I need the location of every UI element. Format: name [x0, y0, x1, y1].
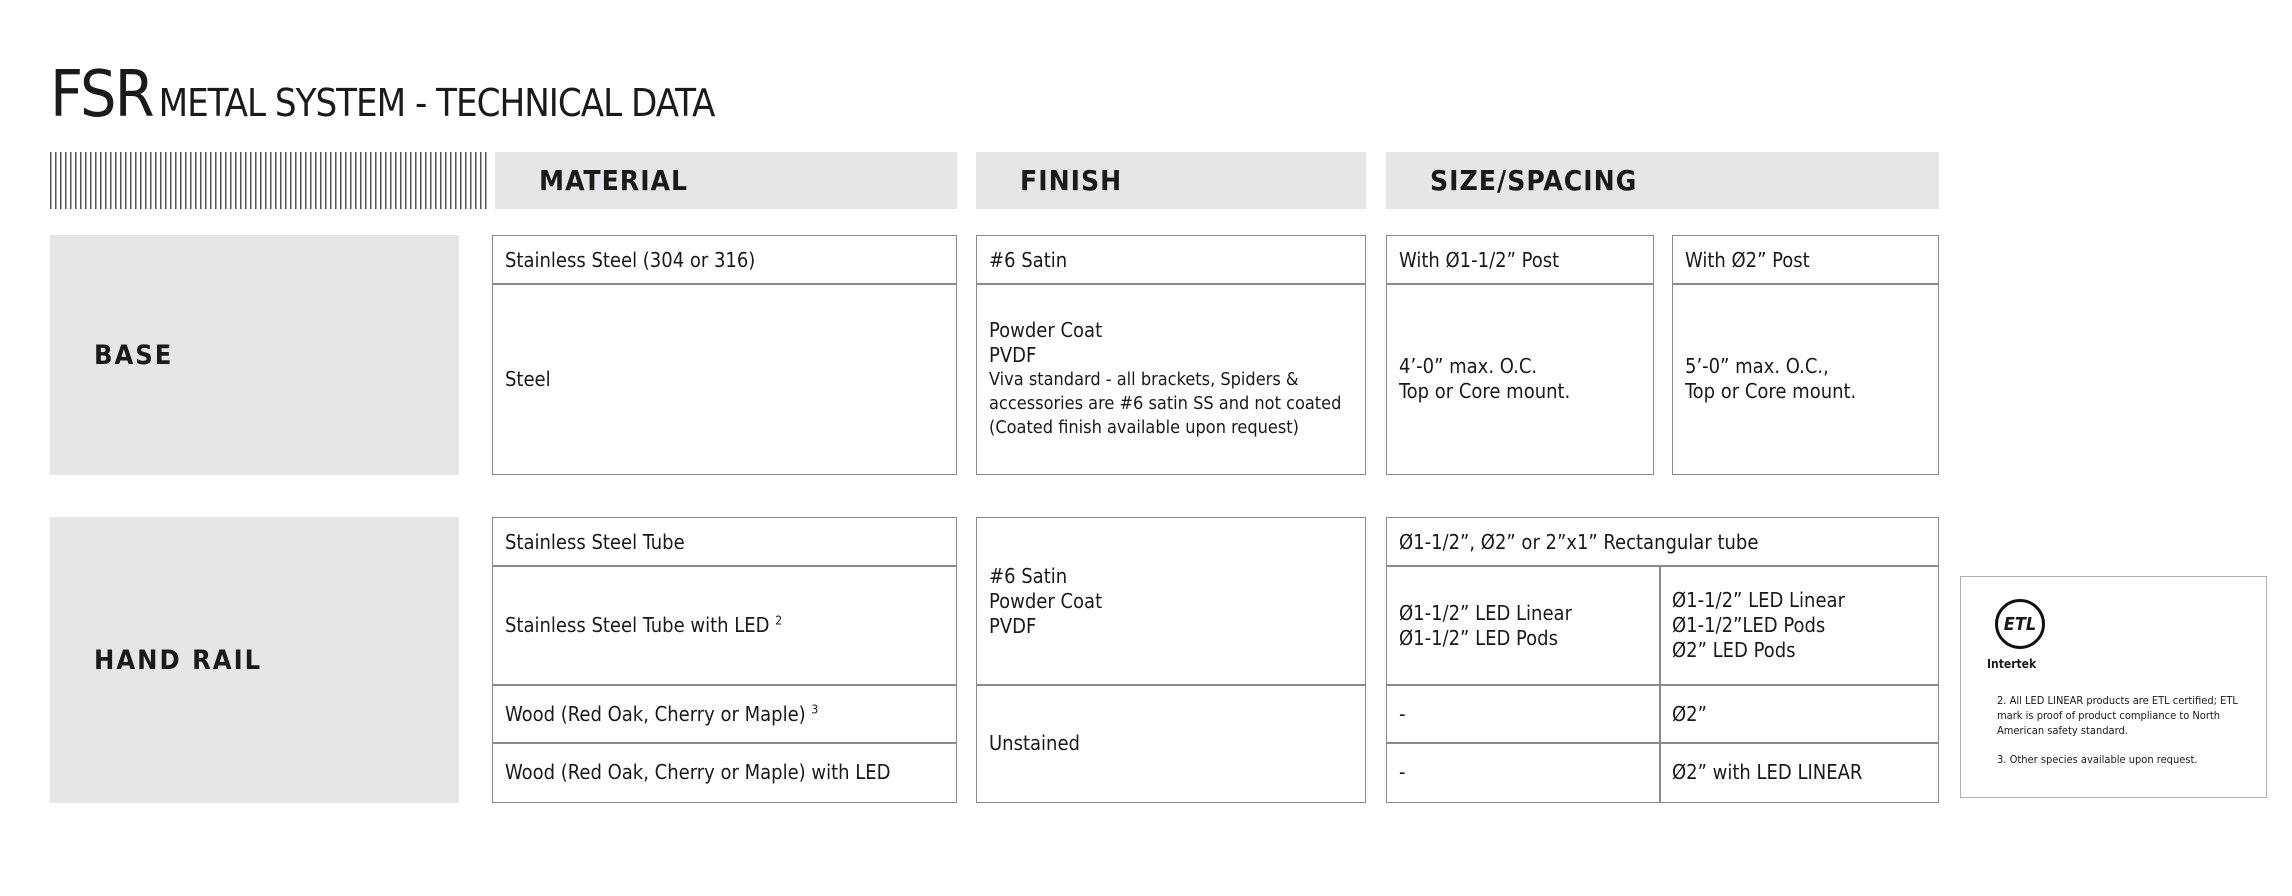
- base-size-header-2: [1672, 235, 1939, 285]
- cell-text: Ø1-1/2” LED Pods: [1399, 625, 1558, 650]
- header-material: MATERIAL: [495, 152, 957, 209]
- header-size-spacing: SIZE/SPACING: [1386, 152, 1939, 209]
- cell-text: 4’-0” max. O.C.: [1399, 354, 1538, 378]
- cell-text: Powder Coat: [989, 318, 1103, 342]
- cell-label: Wood (Red Oak, Cherry or Maple): [505, 701, 806, 726]
- cell-text: Ø1-1/2”LED Pods: [1672, 613, 1826, 637]
- cell-text: [505, 613, 944, 638]
- cell-text: Top or Core mount.: [1685, 379, 1857, 403]
- cell-text: #6 Satin: [989, 564, 1068, 588]
- footnote-ref: 2: [775, 613, 783, 628]
- footnote-3: 3. Other species available upon request.: [1997, 753, 2198, 766]
- footnote-2: 2. All LED LINEAR products are ETL certified; ETL mark is proof of product compliance to North American safety standard.: [1997, 694, 2238, 737]
- base-finish-satin: [976, 235, 1366, 285]
- cell-text: With Ø2” Post: [1685, 247, 1810, 272]
- cell-text: -: [1399, 760, 1406, 784]
- cell-text: Ø1-1/2”, Ø2” or 2”x1” Rectangular tube: [1399, 529, 1759, 554]
- cell-text: Ø1-1/2” LED Linear: [1399, 600, 1572, 625]
- cell-text: Top or Core mount.: [1399, 379, 1571, 403]
- rail-material-tube: [492, 517, 957, 567]
- base-size-col1: [1386, 283, 1654, 475]
- cell-text: Powder Coat: [989, 589, 1103, 613]
- cell-text: Ø2” LED Pods: [1672, 638, 1796, 662]
- rail-size-wood-col2: [1659, 684, 1939, 744]
- row-label-base: BASE: [50, 235, 459, 475]
- notes-box: [1960, 576, 2267, 798]
- base-size-header-1: [1386, 235, 1654, 285]
- cell-text: With Ø1-1/2” Post: [1399, 247, 1560, 272]
- cell-text: Stainless Steel (304 or 316): [505, 247, 756, 272]
- rail-material-wood-led: [492, 742, 957, 803]
- footnote-ref: 3: [811, 701, 819, 716]
- cell-text: 5’-0” max. O.C.,: [1685, 354, 1829, 378]
- title-subtitle: METAL SYSTEM - TECHNICAL DATA: [158, 81, 715, 125]
- row-label-hand-rail: HAND RAIL: [50, 517, 459, 803]
- cell-note: Viva standard - all brackets, Spiders &: [989, 369, 1299, 390]
- cell-text: Unstained: [989, 731, 1080, 755]
- rail-size-wood-led-col1: [1386, 742, 1661, 803]
- rail-size-header: [1386, 517, 1939, 567]
- cell-text: Ø2” with LED LINEAR: [1672, 760, 1863, 784]
- cell-text: Stainless Steel Tube: [505, 529, 685, 554]
- cell-text: Steel: [505, 366, 551, 391]
- base-size-col2: [1672, 283, 1939, 475]
- cell-text: PVDF: [989, 343, 1037, 367]
- cell-text: -: [1399, 701, 1406, 726]
- base-finish-coatings: [976, 283, 1366, 475]
- cell-text: PVDF: [989, 614, 1037, 638]
- rail-finish-metal: [976, 517, 1366, 686]
- cell-text: Ø2”: [1672, 701, 1707, 726]
- title-brand: FSR: [50, 58, 153, 132]
- rail-size-wood-col1: [1386, 684, 1661, 744]
- rail-finish-wood: [976, 684, 1366, 803]
- cell-note: (Coated finish available upon request): [989, 417, 1299, 438]
- rail-size-led-col2: [1659, 565, 1939, 686]
- cell-text: [505, 702, 944, 727]
- logo-text: Intertek: [1987, 657, 2037, 671]
- cell-text: Wood (Red Oak, Cherry or Maple) with LED: [505, 760, 891, 784]
- base-material-stainless: [492, 235, 957, 285]
- cell-note: accessories are #6 satin SS and not coated: [989, 393, 1342, 414]
- rail-size-led-col1: [1386, 565, 1661, 686]
- rail-material-tube-led: [492, 565, 957, 686]
- page-title: [50, 58, 714, 132]
- base-material-steel: [492, 283, 957, 475]
- rail-size-wood-led-col2: [1659, 742, 1939, 803]
- header-finish: FINISH: [976, 152, 1366, 209]
- rail-material-wood: [492, 684, 957, 744]
- cell-text: #6 Satin: [989, 247, 1068, 272]
- cell-text: Ø1-1/2” LED Linear: [1672, 588, 1845, 612]
- cell-label: Stainless Steel Tube with LED: [505, 613, 770, 637]
- hatch-pattern: [50, 152, 490, 209]
- etl-logo-icon: ETL: [1995, 599, 2045, 649]
